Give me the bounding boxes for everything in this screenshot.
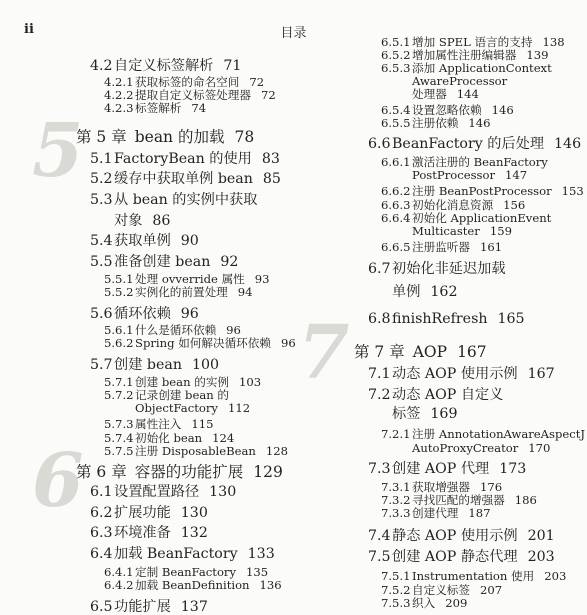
toc-entry-page: 115 xyxy=(191,417,214,431)
toc-entry-title: 寻找匹配的增强器 xyxy=(412,493,505,507)
toc-entry-page: 72 xyxy=(249,75,265,89)
toc-entry-number: 6.1 xyxy=(90,484,113,500)
toc-entry-title: 标签解析 xyxy=(135,101,182,115)
toc-entry-title: 添加 ApplicationContext xyxy=(412,61,552,75)
toc-entry-number: 5.5 xyxy=(90,254,113,270)
toc-entry-page: 103 xyxy=(239,375,262,389)
toc-entry-title: 准备创建 bean xyxy=(114,254,211,270)
toc-entry-number: 7.3.2 xyxy=(381,493,411,507)
toc-entry-page: 156 xyxy=(503,198,526,212)
chapter-watermark-5: 5 xyxy=(32,108,84,194)
toc-entry-title: 自定义标签解析 xyxy=(114,58,214,74)
toc-section-entry[interactable] xyxy=(368,262,506,276)
toc-section-entry[interactable] xyxy=(90,358,219,372)
toc-subsection-entry[interactable] xyxy=(381,105,514,117)
toc-entry-page: 112 xyxy=(227,401,251,415)
toc-entry-title: finishRefresh xyxy=(392,311,488,327)
toc-entry-title: 注册依赖 xyxy=(412,116,459,130)
toc-entry-continuation[interactable] xyxy=(412,226,512,238)
toc-entry-title: 注册 AnnotationAwareAspectJ xyxy=(412,427,586,441)
toc-entry-number: 7.2.1 xyxy=(381,427,411,441)
toc-entry-number: 7.5 xyxy=(368,549,391,565)
toc-chapter-heading[interactable] xyxy=(76,130,254,146)
toc-entry-title: 扩展功能 xyxy=(114,505,171,521)
toc-entry-number: 7.3.1 xyxy=(381,480,411,494)
toc-entry-page: 187 xyxy=(468,506,491,520)
toc-entry-continuation[interactable] xyxy=(412,443,550,455)
toc-entry-number: 6.2 xyxy=(90,505,113,521)
toc-entry-page: 130 xyxy=(180,505,208,521)
toc-entry-title: 动态 AOP 自定义 xyxy=(392,387,504,403)
toc-subsection-entry[interactable] xyxy=(381,213,551,225)
toc-entry-number: 6.3 xyxy=(90,525,113,541)
toc-entry-title: 初始化 ApplicationEvent xyxy=(412,211,552,225)
toc-entry-title: 单例 xyxy=(392,284,421,300)
toc-entry-page: 132 xyxy=(180,525,208,541)
toc-subsection-entry[interactable] xyxy=(381,482,502,494)
toc-subsection-entry[interactable] xyxy=(381,37,565,49)
toc-entry-number: 6.4.2 xyxy=(104,578,134,592)
toc-entry-title: 创建 bean 的实例 xyxy=(135,375,230,389)
toc-entry-title: 创建 AOP 代理 xyxy=(392,461,490,477)
toc-entry-title: 初始化非延迟加载 xyxy=(392,261,506,277)
toc-entry-title: 注册监听器 xyxy=(412,240,470,254)
toc-subsection-entry[interactable] xyxy=(104,287,253,299)
toc-entry-page: 146 xyxy=(491,103,514,117)
toc-subsection-entry[interactable] xyxy=(381,118,491,130)
toc-entry-title: 从 bean 的实例中获取 xyxy=(114,192,258,208)
toc-section-entry[interactable] xyxy=(90,152,280,166)
toc-entry-title: bean 的加载 xyxy=(134,128,225,146)
toc-entry-page: 170 xyxy=(528,441,551,455)
toc-entry-number: 6.6 xyxy=(368,136,391,152)
toc-entry-page: 83 xyxy=(261,151,280,167)
toc-entry-title: 缓存中获取单例 bean xyxy=(114,171,253,187)
toc-entry-continuation[interactable] xyxy=(412,170,527,182)
toc-entry-title: 设置配置路径 xyxy=(114,484,200,500)
toc-section-entry[interactable] xyxy=(368,137,581,151)
toc-entry-page: 186 xyxy=(514,493,537,507)
toc-entry-page: 153 xyxy=(561,184,584,198)
toc-entry-page: 203 xyxy=(544,569,567,583)
toc-entry-number: 5.1 xyxy=(90,151,113,167)
toc-entry-number: 7.3 xyxy=(368,461,391,477)
toc-entry-title: 属性注入 xyxy=(135,417,182,431)
toc-entry-number: 5.4 xyxy=(90,233,113,249)
toc-subsection-entry[interactable] xyxy=(104,90,276,102)
toc-entry-page: 167 xyxy=(457,343,487,361)
toc-entry-number: 5.7 xyxy=(90,357,113,373)
toc-subsection-entry[interactable] xyxy=(381,242,502,254)
toc-section-entry[interactable] xyxy=(90,600,208,614)
toc-subsection-entry[interactable] xyxy=(104,103,206,115)
toc-entry-title: 初始化消息资源 xyxy=(412,198,494,212)
toc-entry-number: 5.2 xyxy=(90,171,113,187)
toc-entry-title: 静态 AOP 使用示例 xyxy=(392,528,518,544)
toc-entry-page: 124 xyxy=(212,431,235,445)
toc-entry-continuation[interactable] xyxy=(135,403,250,415)
toc-subsection-entry[interactable] xyxy=(104,446,288,458)
toc-entry-title: 环境准备 xyxy=(114,525,171,541)
toc-entry-number: 4.2.1 xyxy=(104,75,134,89)
toc-entry-title: FactoryBean 的使用 xyxy=(114,151,252,167)
toc-entry-page: 207 xyxy=(479,583,503,597)
toc-entry-number: 第 6 章 xyxy=(76,463,127,481)
toc-entry-title: 动态 AOP 使用示例 xyxy=(392,366,518,382)
toc-entry-title: 加载 BeanDefinition xyxy=(135,578,250,592)
page-title: 目录 xyxy=(280,26,307,41)
toc-entry-title: Instrumentation 使用 xyxy=(412,569,535,583)
toc-entry-title: 获取标签的命名空间 xyxy=(135,75,240,89)
toc-entry-number: 5.7.5 xyxy=(104,444,134,458)
toc-entry-continuation[interactable] xyxy=(392,285,457,299)
toc-entry-page: 96 xyxy=(180,306,199,322)
toc-entry-number: 6.5 xyxy=(90,599,113,615)
toc-entry-page: 135 xyxy=(246,565,269,579)
toc-entry-number: 第 5 章 xyxy=(76,128,127,146)
toc-entry-page: 133 xyxy=(247,546,275,562)
toc-subsection-entry[interactable] xyxy=(104,390,229,402)
toc-entry-page: 203 xyxy=(527,549,555,565)
toc-section-entry[interactable] xyxy=(368,312,525,326)
toc-section-entry[interactable] xyxy=(90,307,199,321)
toc-subsection-entry[interactable] xyxy=(104,325,241,337)
toc-entry-page: 146 xyxy=(554,136,582,152)
toc-entry-number: 6.6.5 xyxy=(381,240,411,254)
toc-subsection-entry[interactable] xyxy=(381,200,525,212)
toc-entry-title: PostProcessor xyxy=(412,168,496,182)
toc-entry-title: 创建代理 xyxy=(412,506,459,520)
toc-entry-page: 129 xyxy=(253,463,283,481)
toc-entry-number: 5.5.2 xyxy=(104,285,134,299)
toc-entry-page: 159 xyxy=(489,224,512,238)
toc-entry-title: Spring 如何解决循环依赖 xyxy=(135,336,271,350)
toc-subsection-entry[interactable] xyxy=(104,419,214,431)
toc-entry-number: 7.2 xyxy=(368,387,391,403)
toc-entry-page: 86 xyxy=(152,213,171,229)
toc-entry-title: 功能扩展 xyxy=(114,599,171,615)
toc-entry-title: 提取自定义标签处理器 xyxy=(135,88,251,102)
toc-chapter-heading[interactable] xyxy=(354,345,487,361)
toc-entry-page: 176 xyxy=(479,480,503,494)
toc-entry-title: 增加属性注册编辑器 xyxy=(412,48,517,62)
chapter-watermark-7: 7 xyxy=(298,310,350,396)
toc-entry-number: 6.5.5 xyxy=(381,116,411,130)
toc-entry-number: 6.5.1 xyxy=(381,35,411,49)
toc-entry-page: 71 xyxy=(223,58,242,74)
toc-entry-number: 5.6 xyxy=(90,306,113,322)
toc-entry-number: 6.5.4 xyxy=(381,103,411,117)
toc-entry-number: 7.1 xyxy=(368,366,391,382)
toc-entry-title: BeanFactory 的后处理 xyxy=(392,136,545,152)
toc-entry-page: 139 xyxy=(526,48,549,62)
toc-subsection-entry[interactable] xyxy=(381,186,584,198)
toc-entry-continuation[interactable] xyxy=(412,76,507,88)
toc-entry-title: 设置忽略依赖 xyxy=(412,103,482,117)
toc-section-entry[interactable] xyxy=(368,462,526,476)
toc-entry-page: 92 xyxy=(220,254,239,270)
toc-entry-number: 6.7 xyxy=(368,261,391,277)
toc-entry-title: 加载 BeanFactory xyxy=(114,546,238,562)
toc-entry-number: 7.5.1 xyxy=(381,569,411,583)
toc-subsection-entry[interactable] xyxy=(104,338,296,350)
toc-entry-number: 4.2.3 xyxy=(104,101,134,115)
toc-entry-title: 容器的功能扩展 xyxy=(134,463,244,481)
toc-entry-page: 90 xyxy=(180,233,199,249)
toc-section-entry[interactable] xyxy=(90,255,238,269)
toc-section-entry[interactable] xyxy=(90,485,236,499)
toc-entry-title: AutoProxyCreator xyxy=(412,441,519,455)
toc-entry-title: ObjectFactory xyxy=(135,401,218,415)
toc-entry-number: 7.5.2 xyxy=(381,583,411,597)
page-header xyxy=(0,0,587,40)
toc-entry-page: 144 xyxy=(456,87,479,101)
toc-entry-title: AwareProcessor xyxy=(412,74,508,88)
toc-entry-number: 5.6.1 xyxy=(104,323,134,337)
toc-entry-continuation[interactable] xyxy=(392,407,457,421)
toc-entry-page: 78 xyxy=(234,128,255,146)
toc-section-entry[interactable] xyxy=(90,234,199,248)
toc-entry-title: 自定义标签 xyxy=(412,583,470,597)
toc-entry-page: 96 xyxy=(280,336,296,350)
toc-entry-page: 136 xyxy=(259,578,282,592)
toc-section-entry[interactable] xyxy=(90,506,208,520)
toc-entry-page: 161 xyxy=(479,240,503,254)
toc-entry-page: 165 xyxy=(497,311,525,327)
toc-entry-page: 138 xyxy=(542,35,565,49)
toc-entry-number: 6.5.3 xyxy=(381,61,411,75)
toc-entry-title: AOP xyxy=(412,343,448,361)
toc-section-entry[interactable] xyxy=(90,172,281,186)
page-number: ii xyxy=(24,22,34,37)
toc-section-entry[interactable] xyxy=(90,547,275,561)
toc-subsection-entry[interactable] xyxy=(381,63,552,75)
toc-entry-title: Multicaster xyxy=(412,224,480,238)
toc-entry-title: 增加 SPEL 语言的支持 xyxy=(412,35,533,49)
toc-chapter-heading[interactable] xyxy=(76,465,283,481)
toc-subsection-entry[interactable] xyxy=(381,508,491,520)
toc-entry-title: 注册 BeanPostProcessor xyxy=(412,184,552,198)
toc-entry-number: 5.5.1 xyxy=(104,272,134,286)
toc-entry-page: 128 xyxy=(265,444,288,458)
toc-entry-number: 5.7.1 xyxy=(104,375,134,389)
toc-entry-page: 100 xyxy=(191,357,220,373)
toc-section-entry[interactable] xyxy=(90,59,241,73)
toc-entry-page: 173 xyxy=(499,461,527,477)
toc-section-entry[interactable] xyxy=(368,367,555,381)
toc-entry-continuation[interactable] xyxy=(412,89,479,101)
toc-entry-number: 6.6.3 xyxy=(381,198,411,212)
toc-entry-number: 7.5.3 xyxy=(381,596,411,610)
toc-entry-page: 169 xyxy=(430,406,458,422)
toc-entry-title: 注册 DisposableBean xyxy=(135,444,256,458)
toc-entry-continuation[interactable] xyxy=(114,214,170,228)
toc-entry-number: 6.8 xyxy=(368,311,391,327)
toc-entry-page: 85 xyxy=(262,171,281,187)
toc-entry-title: 初始化 bean xyxy=(135,431,203,445)
toc-entry-number: 5.7.2 xyxy=(104,388,134,402)
toc-entry-number: 4.2.2 xyxy=(104,88,134,102)
toc-subsection-entry[interactable] xyxy=(381,157,548,169)
toc-subsection-entry[interactable] xyxy=(104,77,264,89)
toc-entry-page: 72 xyxy=(260,88,276,102)
toc-entry-number: 6.6.4 xyxy=(381,211,411,225)
toc-entry-title: 对象 xyxy=(114,213,143,229)
toc-entry-title: 定制 BeanFactory xyxy=(135,565,237,579)
toc-entry-title: 获取增强器 xyxy=(412,480,470,494)
toc-entry-title: 标签 xyxy=(392,406,421,422)
toc-subsection-entry[interactable] xyxy=(104,567,268,579)
toc-entry-page: 209 xyxy=(445,596,468,610)
toc-subsection-entry[interactable] xyxy=(381,495,537,507)
toc-entry-page: 130 xyxy=(209,484,237,500)
toc-entry-number: 5.7.4 xyxy=(104,431,134,445)
toc-entry-title: 处理 ovverride 属性 xyxy=(135,272,245,286)
toc-entry-page: 74 xyxy=(191,101,207,115)
toc-section-entry[interactable] xyxy=(368,550,555,564)
toc-entry-number: 7.4 xyxy=(368,528,391,544)
toc-entry-number: 5.7.3 xyxy=(104,417,134,431)
toc-entry-page: 93 xyxy=(254,272,270,286)
chapter-watermark-6: 6 xyxy=(32,438,84,524)
toc-subsection-entry[interactable] xyxy=(381,598,467,610)
toc-subsection-entry[interactable] xyxy=(104,580,282,592)
toc-entry-number: 6.4.1 xyxy=(104,565,134,579)
toc-entry-page: 96 xyxy=(226,323,241,337)
toc-entry-title: 记录创建 bean 的 xyxy=(135,388,230,402)
toc-section-entry[interactable] xyxy=(90,526,208,540)
toc-entry-title: 处理器 xyxy=(412,87,447,101)
toc-subsection-entry[interactable] xyxy=(104,433,234,445)
toc-subsection-entry[interactable] xyxy=(381,50,549,62)
toc-entry-page: 147 xyxy=(505,168,528,182)
toc-subsection-entry[interactable] xyxy=(104,377,261,389)
toc-entry-number: 4.2 xyxy=(90,58,113,74)
toc-subsection-entry[interactable] xyxy=(381,585,502,597)
toc-entry-number: 7.3.3 xyxy=(381,506,411,520)
toc-entry-page: 201 xyxy=(527,528,555,544)
toc-section-entry[interactable] xyxy=(368,388,503,402)
toc-section-entry[interactable] xyxy=(90,193,257,207)
toc-entry-title: 创建 AOP 静态代理 xyxy=(392,549,518,565)
toc-entry-page: 137 xyxy=(180,599,208,615)
toc-entry-page: 94 xyxy=(237,285,253,299)
toc-entry-page: 162 xyxy=(430,284,458,300)
toc-entry-number: 6.6.2 xyxy=(381,184,411,198)
toc-entry-number: 6.4 xyxy=(90,546,113,562)
toc-entry-title: 获取单例 xyxy=(114,233,171,249)
toc-entry-title: 循环依赖 xyxy=(114,306,171,322)
toc-entry-number: 5.3 xyxy=(90,192,113,208)
toc-entry-number: 6.6.1 xyxy=(381,155,411,169)
toc-entry-number: 第 7 章 xyxy=(354,343,405,361)
toc-entry-number: 5.6.2 xyxy=(104,336,134,350)
toc-subsection-entry[interactable] xyxy=(381,429,585,441)
toc-entry-page: 146 xyxy=(468,116,491,130)
toc-entry-title: 织入 xyxy=(412,596,436,610)
toc-subsection-entry[interactable] xyxy=(104,274,270,286)
toc-entry-number: 6.5.2 xyxy=(381,48,411,62)
toc-entry-title: 实例化的前置处理 xyxy=(135,285,228,299)
toc-section-entry[interactable] xyxy=(368,529,555,543)
toc-entry-title: 什么是循环依赖 xyxy=(135,323,217,337)
toc-entry-page: 167 xyxy=(527,366,555,382)
toc-subsection-entry[interactable] xyxy=(381,571,566,583)
toc-entry-title: 激活注册的 BeanFactory xyxy=(412,155,548,169)
toc-entry-title: 创建 bean xyxy=(114,357,182,373)
